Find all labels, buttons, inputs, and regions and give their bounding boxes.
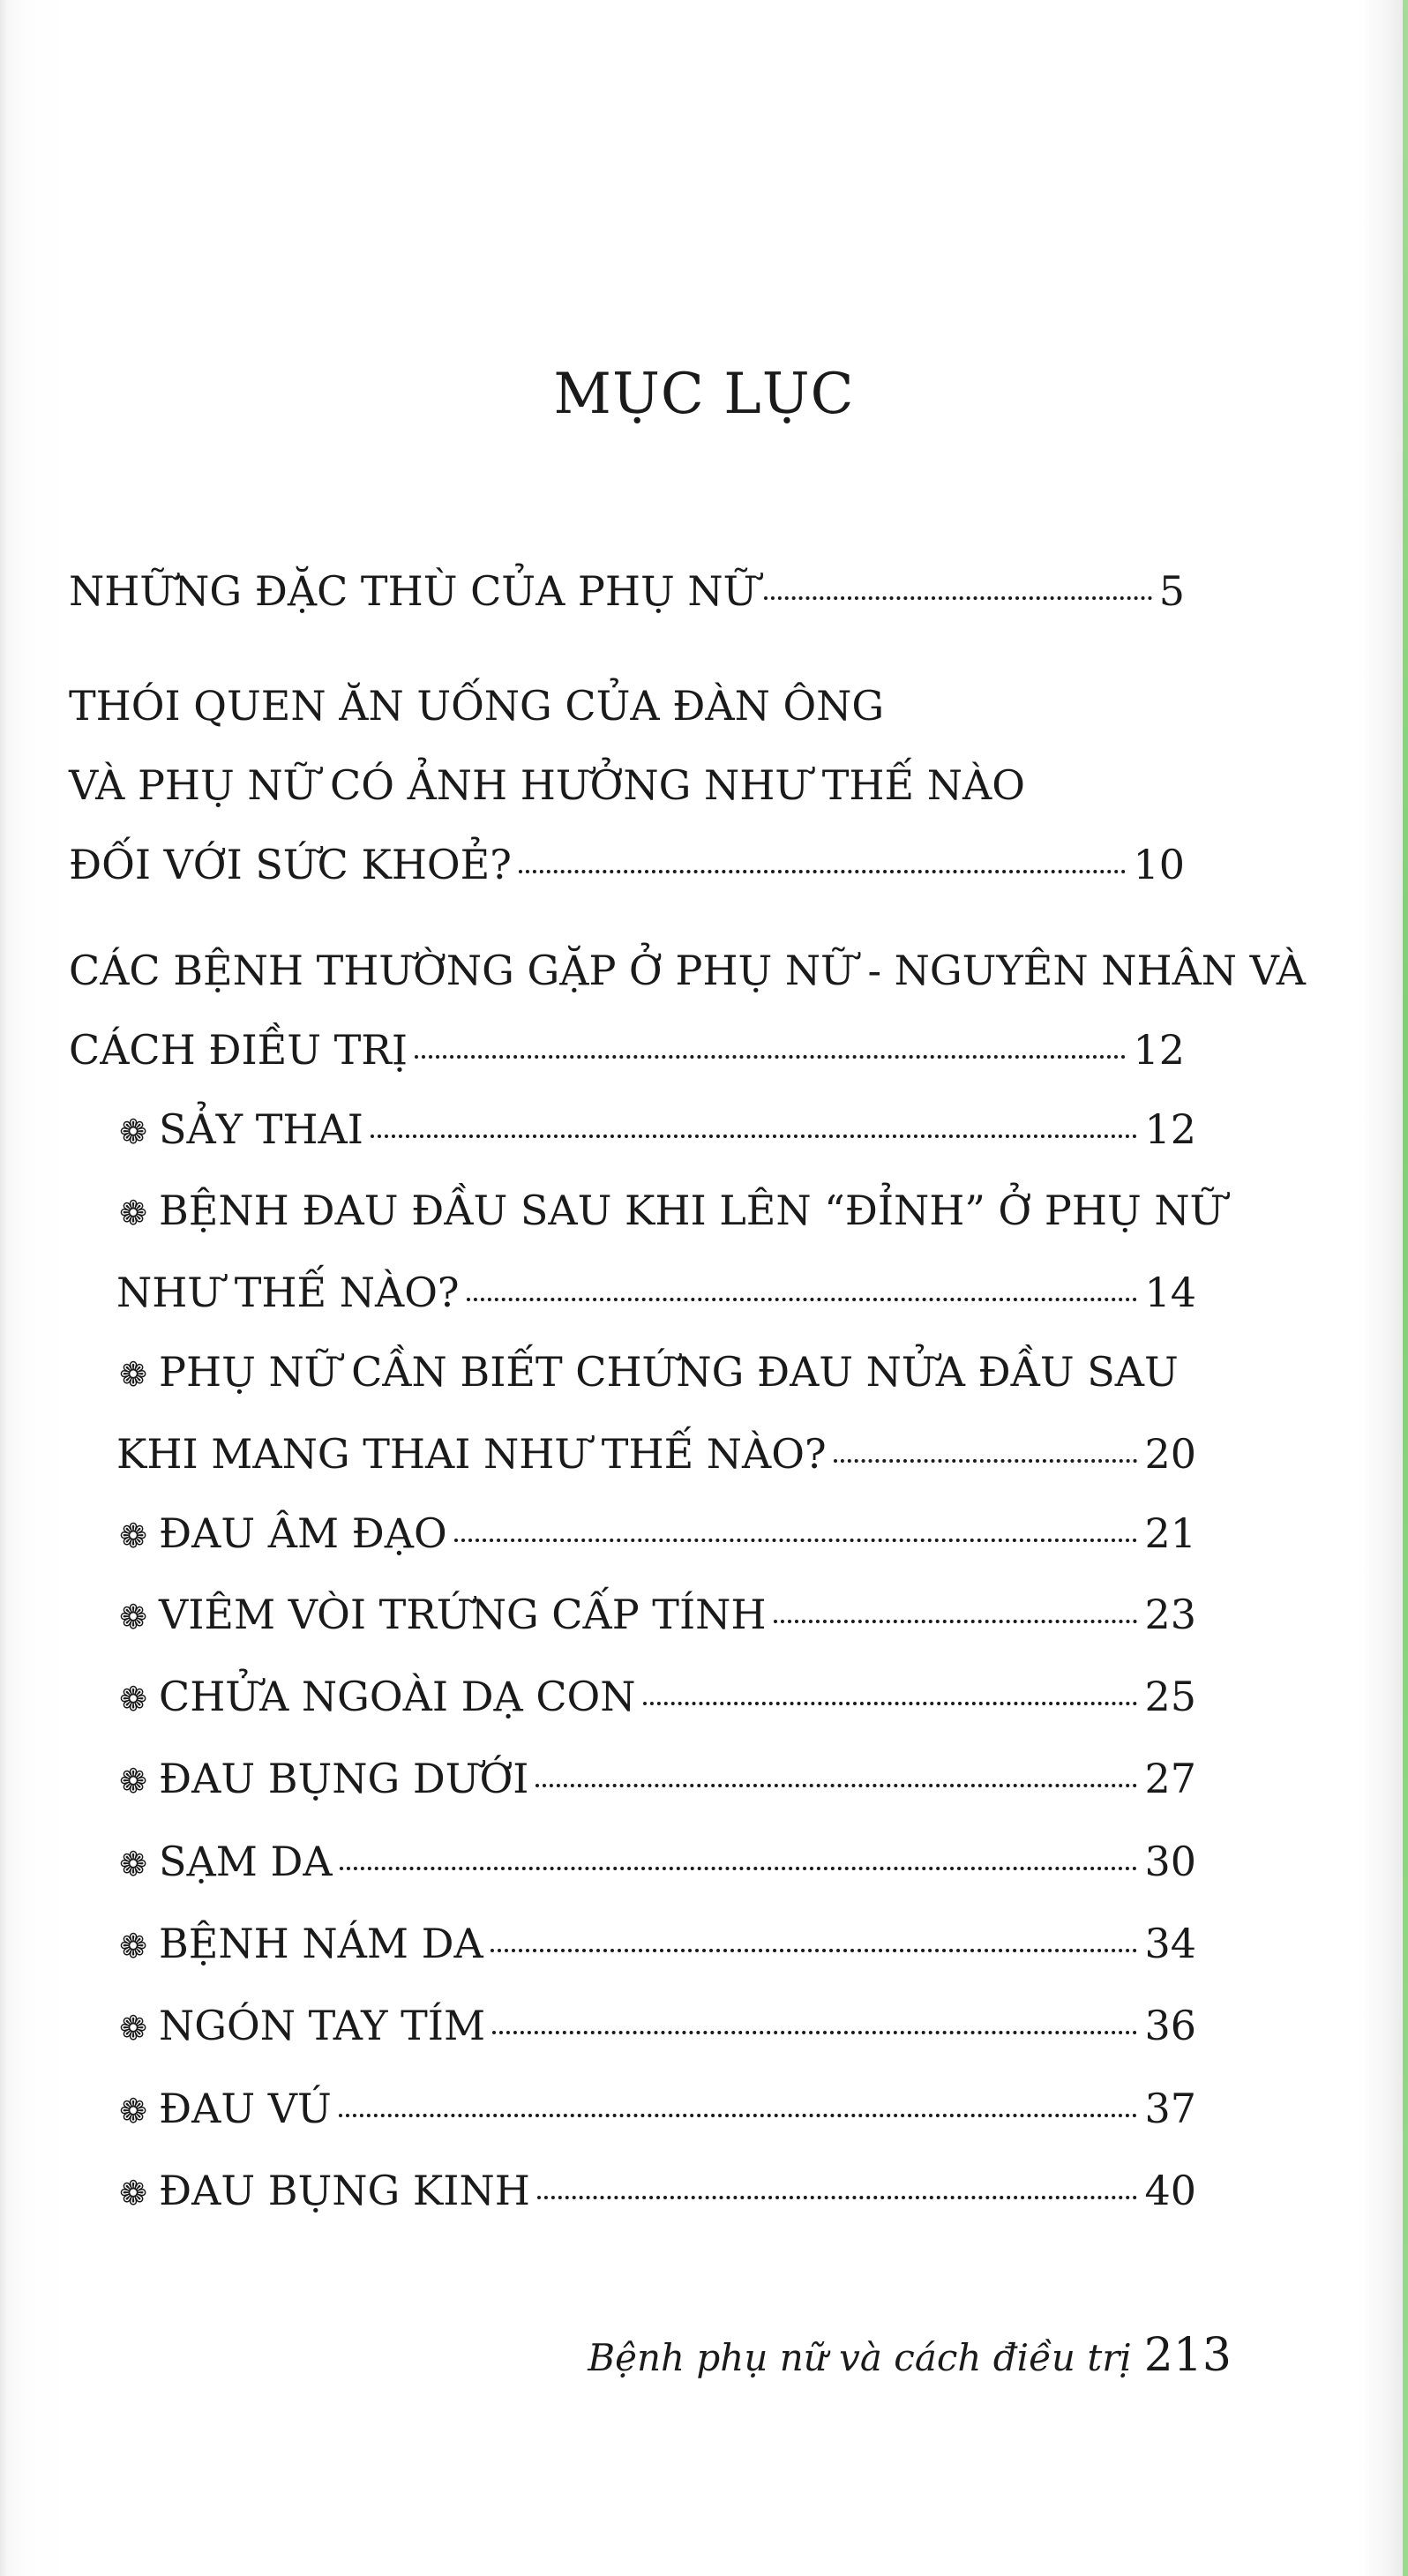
dot-leader (519, 870, 1127, 873)
toc-subentry-text: KHI MANG THAI NHƯ THẾ NÀO? (116, 1430, 827, 1478)
flower-bullet-icon: ❁ (119, 1845, 147, 1883)
toc-subentry-text: NHƯ THẾ NÀO? (116, 1269, 460, 1316)
toc-subentry-text: SẠM DA (159, 1838, 333, 1885)
toc-page-number: 36 (1144, 2002, 1196, 2049)
toc-page-number: 5 (1158, 567, 1185, 615)
toc-subentry-text: VIÊM VÒI TRỨNG CẤP TÍNH (159, 1591, 767, 1638)
toc-page-number: 34 (1144, 1920, 1196, 1967)
toc-title: MỤC LỤC (553, 362, 855, 427)
flower-bullet-icon: ❁ (119, 2174, 147, 2213)
running-book-title: Bệnh phụ nữ và cách điều trị (588, 2336, 1132, 2379)
toc-page-number: 30 (1144, 1838, 1196, 1885)
toc-page-number: 10 (1133, 841, 1185, 888)
dot-leader (339, 2114, 1138, 2117)
toc-page-number: 12 (1144, 1105, 1196, 1153)
toc-subentry-text: BỆNH NÁM DA (159, 1920, 483, 1967)
dot-leader (537, 2196, 1138, 2199)
toc-subentry (116, 1103, 1196, 1158)
flower-bullet-icon: ❁ (119, 1194, 147, 1232)
dot-leader (454, 1539, 1138, 1542)
dot-leader (492, 2031, 1137, 2034)
toc-page-number: 25 (1144, 1673, 1196, 1720)
flower-bullet-icon: ❁ (119, 2009, 147, 2048)
flower-bullet-icon: ❁ (119, 2092, 147, 2130)
toc-subentry (116, 1999, 1196, 2055)
toc-page-number: 20 (1144, 1430, 1196, 1478)
page-number: 213 (1143, 2329, 1232, 2382)
dot-leader (774, 1620, 1138, 1623)
toc-entry (69, 565, 1185, 618)
flower-bullet-icon: ❁ (119, 1355, 147, 1394)
toc-subentry-text: CHỬA NGOÀI DẠ CON (159, 1673, 636, 1720)
flower-bullet-icon: ❁ (119, 1680, 147, 1719)
toc-subentry (116, 2082, 1196, 2138)
dot-leader (834, 1459, 1138, 1463)
toc-subentry (116, 1184, 1225, 1319)
flower-bullet-icon: ❁ (119, 1516, 147, 1555)
flower-bullet-icon: ❁ (119, 1112, 147, 1151)
toc-subentry (116, 1835, 1196, 1891)
dot-leader (643, 1702, 1138, 1705)
toc-subentry (116, 2164, 1196, 2220)
toc-entry-text: CÁCH ĐIỀU TRỊ (69, 1026, 408, 1074)
toc-subentry-text: ĐAU BỤNG KINH (159, 2167, 530, 2214)
toc-page-number: 12 (1133, 1026, 1185, 1074)
toc-subentry-text: SẢY THAI (159, 1105, 363, 1153)
toc-entry-text: VÀ PHỤ NỮ CÓ ẢNH HƯỞNG NHƯ THẾ NÀO (69, 761, 1025, 809)
toc-page-number: 23 (1144, 1591, 1196, 1638)
dot-leader (467, 1298, 1138, 1301)
toc-page-number: 27 (1144, 1755, 1196, 1802)
dot-leader (535, 1784, 1137, 1787)
toc-subentry-text: ĐAU ÂM ĐẠO (159, 1509, 447, 1557)
toc-subentry (116, 1588, 1196, 1644)
toc-subentry-text: ĐAU BỤNG DƯỚI (159, 1755, 529, 1802)
dot-leader (764, 596, 1151, 600)
toc-page-number: 40 (1144, 2167, 1196, 2214)
dot-leader (415, 1055, 1126, 1059)
toc-subentry (116, 1752, 1196, 1808)
flower-bullet-icon: ❁ (119, 1927, 147, 1966)
flower-bullet-icon: ❁ (119, 1598, 147, 1636)
dot-leader (340, 1867, 1138, 1870)
toc-page-number: 37 (1144, 2085, 1196, 2132)
flower-bullet-icon: ❁ (119, 1762, 147, 1801)
toc-entry (69, 944, 1306, 1076)
toc-page-number: 21 (1144, 1509, 1196, 1557)
toc-entry-text: NHỮNG ĐẶC THÙ CỦA PHỤ NỮ (69, 567, 758, 615)
toc-entry (69, 679, 1185, 891)
toc-page-number: 14 (1144, 1269, 1196, 1316)
toc-subentry (116, 1917, 1196, 1973)
toc-subentry-text: ĐAU VÚ (159, 2085, 332, 2132)
toc-subentry-text: PHỤ NỮ CẦN BIẾT CHỨNG ĐAU NỬA ĐẦU SAU (159, 1348, 1179, 1396)
page-footer (588, 2329, 1232, 2382)
toc-subentry-text: BỆNH ĐAU ĐẦU SAU KHI LÊN “ĐỈNH” Ở PHỤ NỮ (159, 1187, 1225, 1234)
toc-subentry-text: NGÓN TAY TÍM (159, 2002, 486, 2049)
toc-entry-text: ĐỐI VỚI SỨC KHOẺ? (69, 841, 512, 888)
toc-entry-text: CÁC BỆNH THƯỜNG GẶP Ở PHỤ NỮ - NGUYÊN NHÂN VÀ (69, 947, 1306, 994)
dot-leader (371, 1134, 1138, 1138)
toc-subentry (116, 1670, 1196, 1726)
toc-subentry (116, 1507, 1196, 1562)
toc-subentry (116, 1345, 1196, 1480)
toc-entry-text: THÓI QUEN ĂN UỐNG CỦA ĐÀN ÔNG (69, 682, 885, 730)
dot-leader (491, 1949, 1138, 1952)
